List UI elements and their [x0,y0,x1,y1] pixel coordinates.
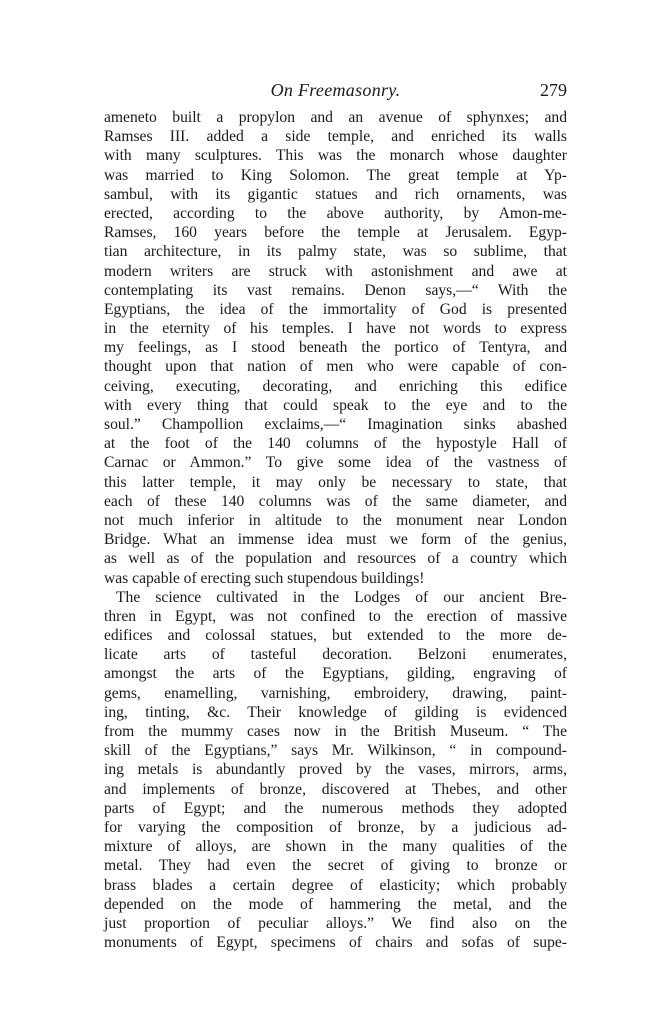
paragraph [104,108,567,588]
text-line: each of these 140 columns was of the same diameter, and [104,492,567,510]
text-line: contemplating its vast remains. Denon says,—“ With the [104,281,567,299]
text-line: thought upon that nation of men who were capable of con- [104,358,567,376]
text-line: Ramses III. added a side temple, and enriched its walls [104,128,567,146]
text-line: Carnac or Ammon.” To give some idea of the vastness of [104,454,567,472]
text-line: sambul, with its gigantic statues and rich ornaments, was [104,185,567,203]
page-number: 279 [540,80,567,100]
text-line: edifices and colossal statues, but extended to the more de- [104,627,567,645]
text-line: amongst the arts of the Egyptians, gilding, engraving of [104,665,567,683]
text-line: soul.” Champollion exclaims,—“ Imagination sinks abashed [104,416,567,433]
text-line: with many sculptures. This was the monarch whose daughter [104,147,567,165]
running-head [104,80,567,104]
text-line: with every thing that could speak to the eye and to the [104,396,567,414]
text-line: Ramses, 160 years before the temple at Jerusalem. Egyp- [104,224,567,242]
text-line: licate arts of tasteful decoration. Belzoni enumerates, [104,646,567,664]
text-line: was married to King Solomon. The great temple at Yp- [104,166,567,184]
body-text [104,108,567,952]
text-line: modern writers are struck with astonishment and awe at [104,262,567,280]
text-line: depended on the mode of hammering the metal, and the [104,895,567,913]
text-line: The science cultivated in the Lodges of our ancient Bre- [116,588,567,606]
text-line: was capable of erecting such stupendous buildings! [104,569,425,587]
text-line: gems, enamelling, varnishing, embroidery, drawing, paint- [104,684,567,702]
text-line: ing, tinting, &c. Their knowledge of gilding is evidenced [104,703,567,721]
text-line: ceiving, executing, decorating, and enriching this edifice [104,377,567,395]
text-line: this latter temple, it may only be necessary to state, that [104,473,567,491]
text-line: tian architecture, in its palmy state, was so sublime, that [104,243,567,261]
text-line: skill of the Egyptians,” says Mr. Wilkinson, “ in compound- [104,742,567,760]
text-line: Bridge. What an immense idea must we form of the genius, [104,531,567,549]
text-line: monuments of Egypt, specimens of chairs and sofas of supe- [104,934,567,952]
paragraph [104,588,567,953]
text-line: mixture of alloys, are shown in the many qualities of the [104,838,567,856]
text-line: at the foot of the 140 columns of the hypostyle Hall of [104,435,567,453]
text-line: in the eternity of his temples. I have not words to express [104,320,567,338]
text-line: my feelings, as I stood beneath the portico of Tentyra, and [104,339,567,357]
text-line: not much inferior in altitude to the monument near London [104,511,567,529]
text-line: metal. They had even the secret of giving to bronze or [104,857,567,875]
text-line: Egyptians, the idea of the immortality of God is presented [104,300,567,318]
text-line: and implements of bronze, discovered at Thebes, and other [104,780,567,798]
text-line: brass blades a certain degree of elasticity; which probably [104,876,567,894]
text-line: from the mummy cases now in the British Museum. “ The [104,723,567,740]
text-line: just proportion of peculiar alloys.” We find also on the [104,914,567,932]
running-title: On Freemasonry. [270,80,401,100]
text-line: for varying the composition of bronze, by a judicious ad- [104,818,567,836]
text-line: ing metals is abundantly proved by the vases, mirrors, arms, [104,761,567,779]
text-line: erected, according to the above authority, by Amon-me- [104,204,567,222]
text-line: as well as of the population and resources of a country which [104,550,567,568]
text-line: ameneto built a propylon and an avenue of sphynxes; and [104,109,567,126]
text-line: parts of Egypt; and the numerous methods they adopted [104,799,567,817]
text-line: thren in Egypt, was not confined to the erection of massive [104,607,567,625]
